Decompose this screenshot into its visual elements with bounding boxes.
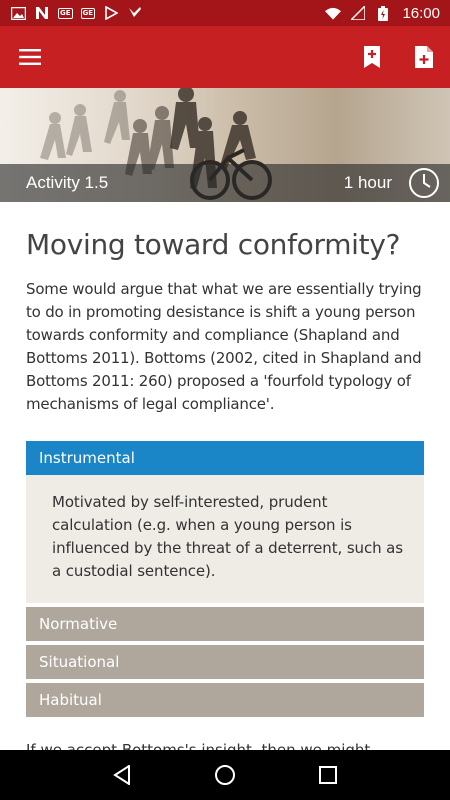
clock-icon	[408, 167, 440, 199]
app-bar	[0, 26, 450, 88]
ge-icon: GE	[60, 8, 71, 17]
ge-icon: GE	[82, 8, 94, 17]
home-icon[interactable]	[205, 755, 245, 795]
activity-content	[26, 226, 424, 777]
back-icon[interactable]	[102, 755, 142, 795]
add-note-icon[interactable]	[398, 26, 450, 88]
battery-icon	[375, 6, 391, 20]
image-icon	[10, 6, 26, 20]
activity-banner	[0, 88, 450, 202]
accordion-item-normative[interactable]: Normative	[26, 607, 424, 641]
add-bookmark-icon[interactable]	[346, 26, 398, 88]
signal-icon	[350, 6, 366, 20]
play-store-icon	[103, 6, 119, 20]
accordion-body-instrumental: Motivated by self-interested, prudent calculation (e.g. when a young person is influenced by the threat of a deterrent, such as a custodial sentence).	[26, 475, 424, 603]
banner-caption-bar	[0, 164, 450, 202]
activity-title: Activity 1.5	[26, 173, 109, 192]
accordion-item-situational[interactable]: Situational	[26, 645, 424, 679]
hamburger-menu-icon[interactable]	[0, 26, 60, 88]
intro-paragraph: Some would argue that what we are essentially trying to do in promoting desistance is shift a young person towards conformity and compliance (Shapland and Bottoms 2011). Bottoms (2002, cited in Shapland and Bottoms 2011: 260) proposed a 'fourfold typology of mechanisms of legal compliance'.	[26, 280, 422, 413]
page-title: Moving toward conformity?	[26, 228, 401, 261]
status-bar	[0, 0, 450, 26]
accordion-item-instrumental[interactable]: Instrumental	[26, 441, 424, 475]
status-time: 16:00	[402, 4, 440, 22]
n-icon	[34, 6, 50, 20]
accordion-item-habitual[interactable]: Habitual	[26, 683, 424, 717]
system-navigation-bar	[0, 750, 450, 800]
typology-accordion	[26, 441, 424, 717]
recents-icon[interactable]	[308, 755, 348, 795]
tool-icon	[127, 6, 143, 20]
wifi-icon	[325, 6, 341, 20]
activity-duration: 1 hour	[343, 173, 392, 192]
